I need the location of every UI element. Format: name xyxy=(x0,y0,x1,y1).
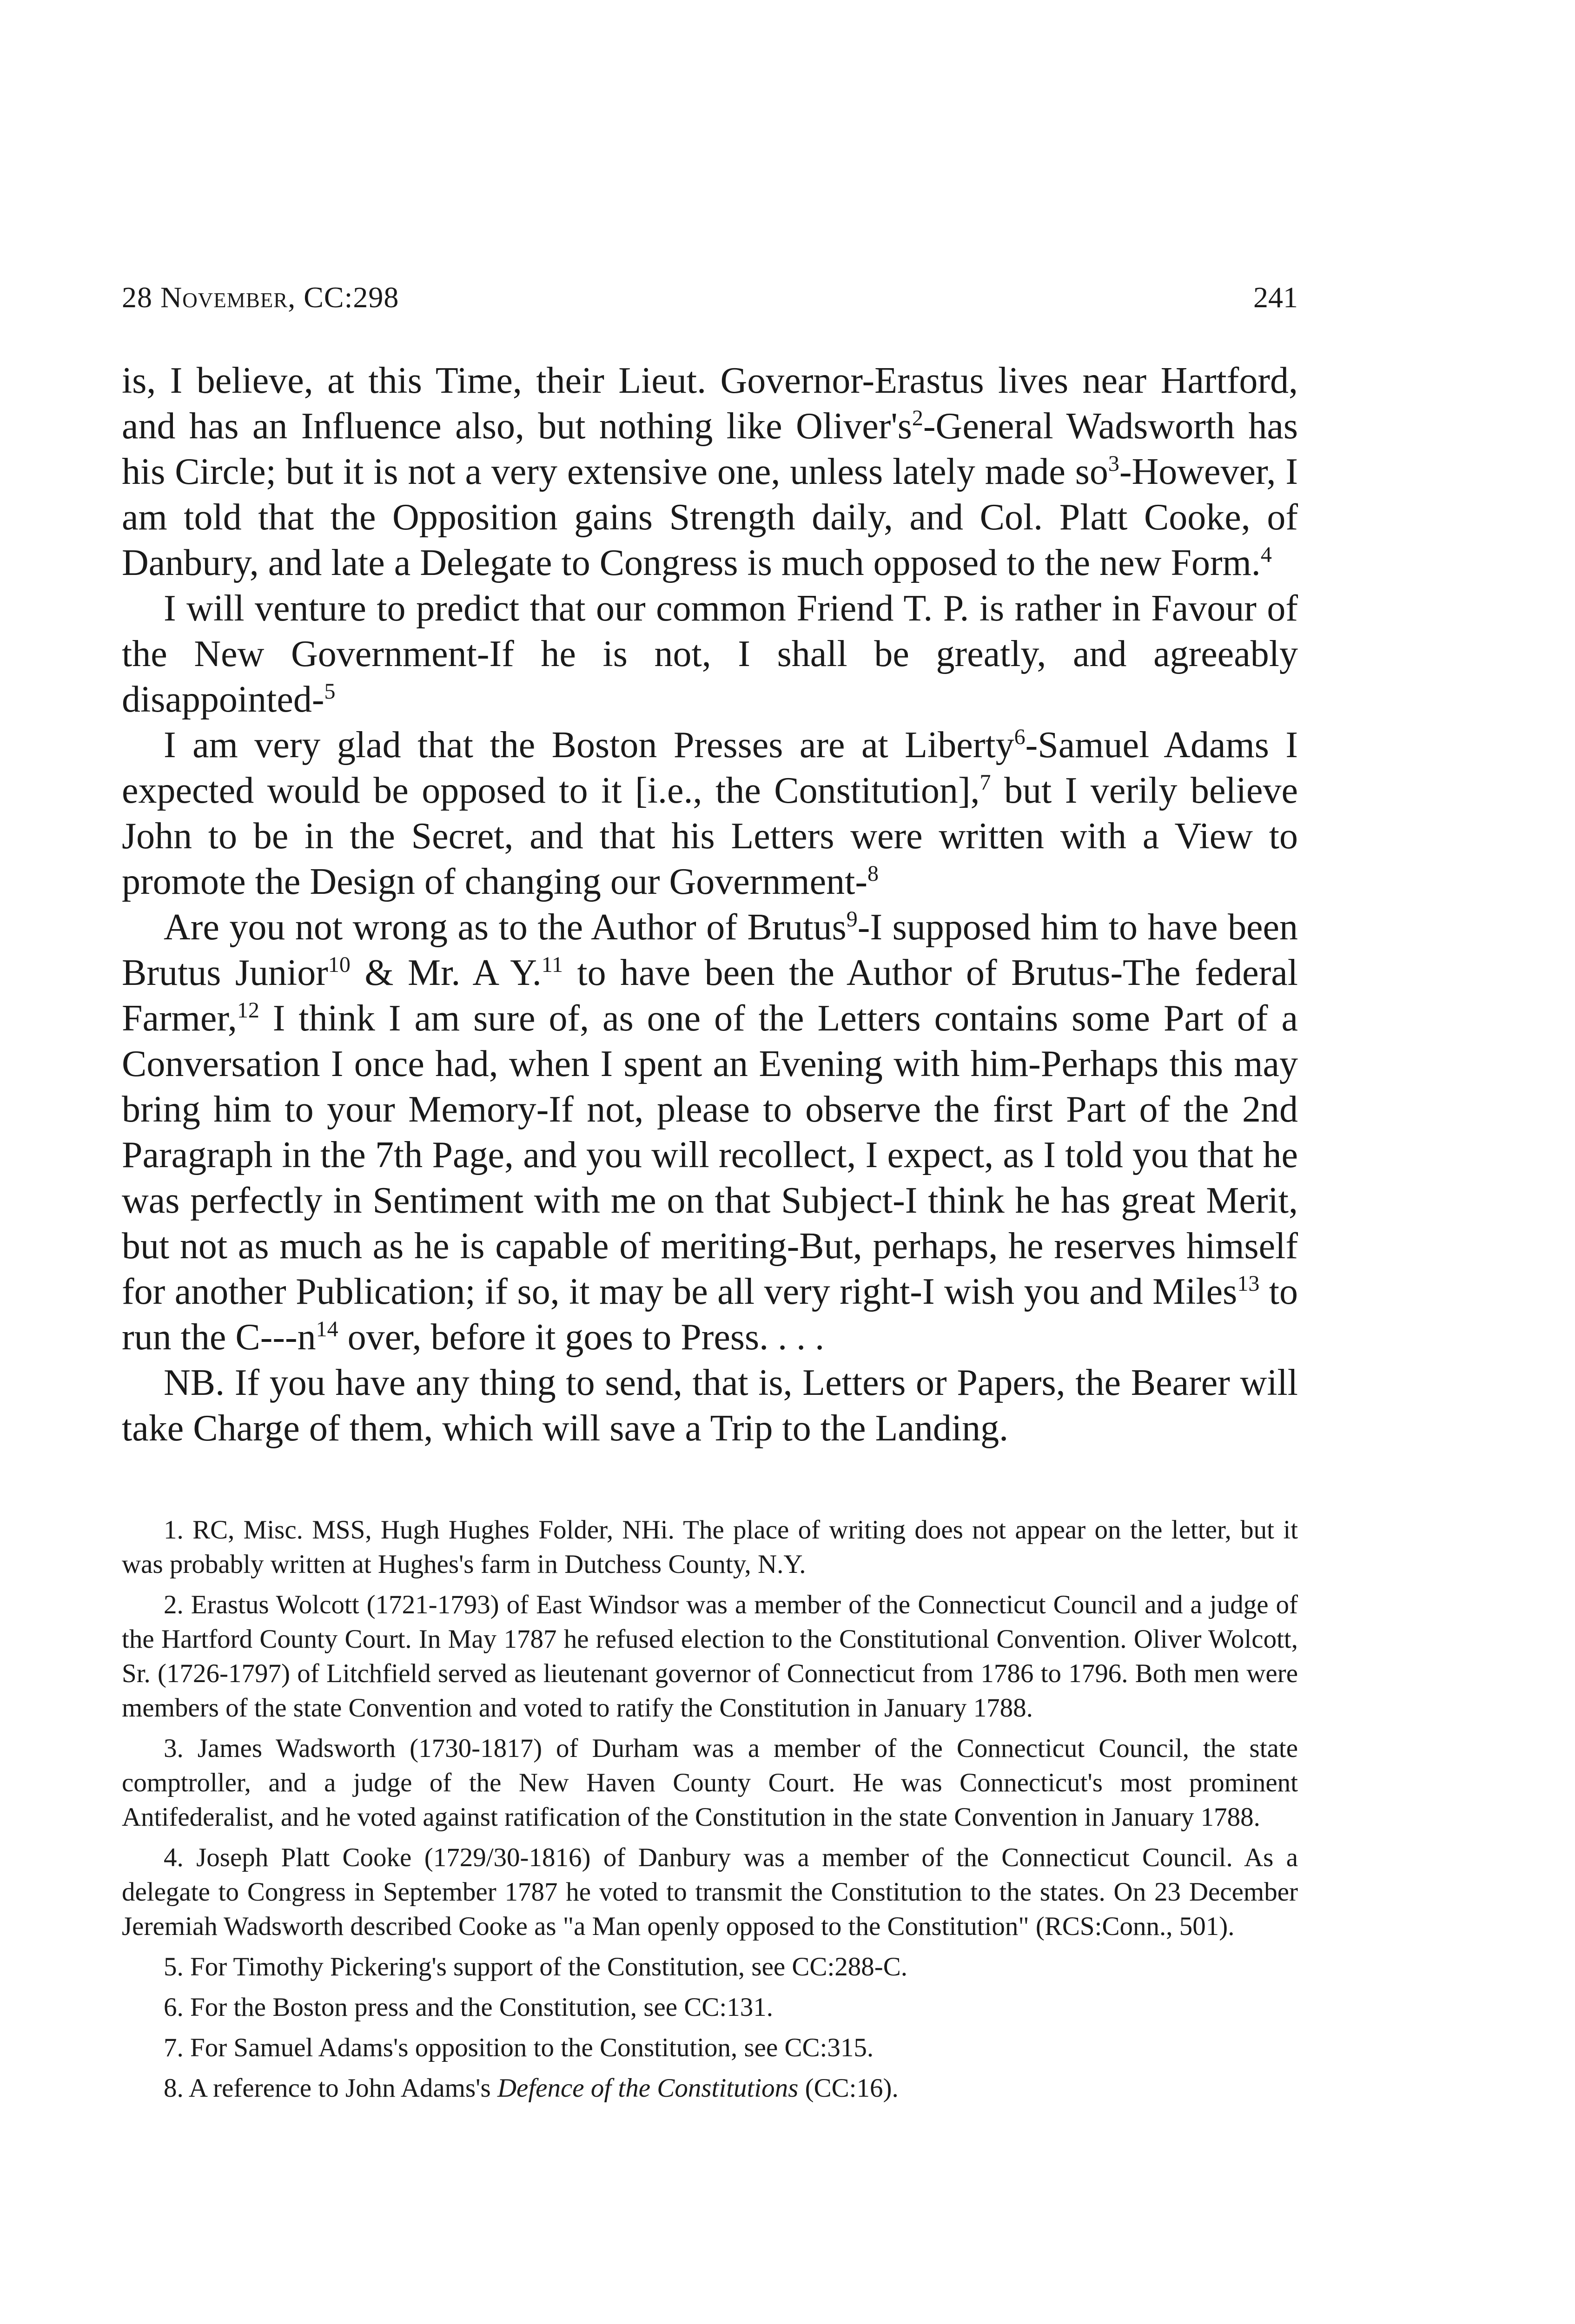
text-run: -I supposed him to have been Brutus Junior xyxy=(122,907,1298,993)
footnote-ref-11: 11 xyxy=(541,952,563,977)
letter-paragraph-3 xyxy=(122,722,1298,905)
footnote-7: 7. For Samuel Adams's opposition to the Constitution, see CC:315. xyxy=(164,2033,874,2062)
text-run: -General Wadsworth has his Circle; but it is not a very extensive one, unless lately made so xyxy=(122,406,1298,492)
running-head-doc-ref: , CC:298 xyxy=(288,281,399,314)
footnote-ref-5: 5 xyxy=(324,679,336,704)
text-run: & Mr. A Y. xyxy=(350,952,542,993)
text-run: (CC:16). xyxy=(798,2073,899,2103)
text-run: I will venture to predict that our common Friend T. P. is rather in Favour of the New Government-If he is not, I shall be greatly, and agreeably disappointed- xyxy=(122,588,1298,720)
footnote-3: 3. James Wadsworth (1730-1817) of Durham was a member of the Connecticut Council, the state comptroller, and a judge of the New Haven County Court. He was Connecticut's most prominent Antifederalist, and he voted against ratification of the Constitution in the state Convention in January 1788. xyxy=(122,1734,1298,1832)
text-run: over, before it goes to Press. . . . xyxy=(338,1317,825,1358)
text-run: -Samuel Adams I expected would be opposed to it [i.e., the Constitution], xyxy=(122,725,1298,811)
letter-paragraph-1 xyxy=(122,358,1298,586)
footnote-ref-7: 7 xyxy=(979,770,991,795)
footnotes xyxy=(122,1513,1298,2112)
footnote-ref-12: 12 xyxy=(237,998,259,1023)
text-run: 8. A reference to John Adams's xyxy=(164,2073,497,2103)
footnote-ref-4: 4 xyxy=(1260,542,1272,567)
running-head-day: 28 xyxy=(122,281,152,314)
text-run: is, I believe, at this Time, their Lieut. Governor-Erastus lives near Hartford, and has an Influence also, but nothing like Oliver's xyxy=(122,360,1298,447)
footnote-ref-10: 10 xyxy=(328,952,351,977)
footnote-2: 2. Erastus Wolcott (1721-1793) of East Windsor was a member of the Connecticut Council and a judge of the Hartford County Court. In May 1787 he refused election to the Constitutional Convention. Oliver Wolcott, Sr. (1726-1797) of Litchfield served as lieutenant governor of Connecticut from 1786 to 1796. Both men were members of the state Convention and voted to ratify the Constitution in January 1788. xyxy=(122,1590,1298,1723)
footnote-ref-6: 6 xyxy=(1014,725,1026,749)
letter-body xyxy=(122,358,1298,1451)
text-run: -However, I am told that the Opposition gains Strength daily, and Col. Platt Cooke, of Danbury, and late a Delegate to Congress is much opposed to the new Form. xyxy=(122,451,1298,583)
text-run: but I verily believe John to be in the Secret, and that his Letters were written with a View to promote the Design of changing our Government- xyxy=(122,770,1298,902)
footnote-6: 6. For the Boston press and the Constitution, see CC:131. xyxy=(164,1993,773,2022)
footnote-ref-14: 14 xyxy=(316,1317,338,1341)
letter-paragraph-4 xyxy=(122,905,1298,1360)
page-number: 241 xyxy=(1253,281,1298,314)
text-run: to run the C---n xyxy=(122,1271,1298,1358)
footnote-5: 5. For Timothy Pickering's support of the Constitution, see CC:288-C. xyxy=(164,1952,908,1981)
text-run: I am very glad that the Boston Presses are at Liberty xyxy=(164,725,1014,766)
footnote-4: 4. Joseph Platt Cooke (1729/30-1816) of Danbury was a member of the Connecticut Council. As a delegate to Congress in September 1787 he voted to transmit the Constitution to the states. On 23 December Jeremiah Wadsworth described Cooke as "a Man openly opposed to the Constitution" (RCS:Conn., 501). xyxy=(122,1843,1298,1941)
footnote-ref-8: 8 xyxy=(867,861,879,886)
letter-paragraph-2 xyxy=(122,586,1298,722)
footnote-ref-2: 2 xyxy=(912,406,923,430)
running-head xyxy=(122,274,399,321)
footnote-ref-9: 9 xyxy=(846,907,858,931)
text-run: I think I am sure of, as one of the Letters contains some Part of a Conversation I once had, when I spent an Evening with him-Perhaps this may bring him to your Memory-If not, please to observe the first Part of the 2nd Paragraph in the 7th Page, and you will recollect, I expect, as I told you that he was perfectly in Sentiment with me on that Subject-I think he has great Merit, but not as much as he is capable of meriting-But, perhaps, he reserves himself for another Publication; if so, it may be all very right-I wish you and Miles xyxy=(122,998,1298,1312)
text-run: Are you not wrong as to the Author of Brutus xyxy=(164,907,847,948)
page-header xyxy=(122,274,1298,325)
footnote-ref-3: 3 xyxy=(1108,451,1119,476)
letter-paragraph-5: NB. If you have any thing to send, that is, Letters or Papers, the Bearer will take Charge of them, which will save a Trip to the Landing. xyxy=(122,1362,1298,1449)
footnote-1: 1. RC, Misc. MSS, Hugh Hughes Folder, NHi. The place of writing does not appear on the letter, but it was probably written at Hughes's farm in Dutchess County, N.Y. xyxy=(122,1515,1298,1579)
footnote-8 xyxy=(122,2071,1298,2106)
text-run: to have been the Author of Brutus-The federal Farmer, xyxy=(122,952,1298,1039)
footnote-ref-13: 13 xyxy=(1237,1271,1260,1296)
running-head-month: November xyxy=(160,281,288,314)
book-title: Defence of the Constitutions xyxy=(497,2073,799,2103)
